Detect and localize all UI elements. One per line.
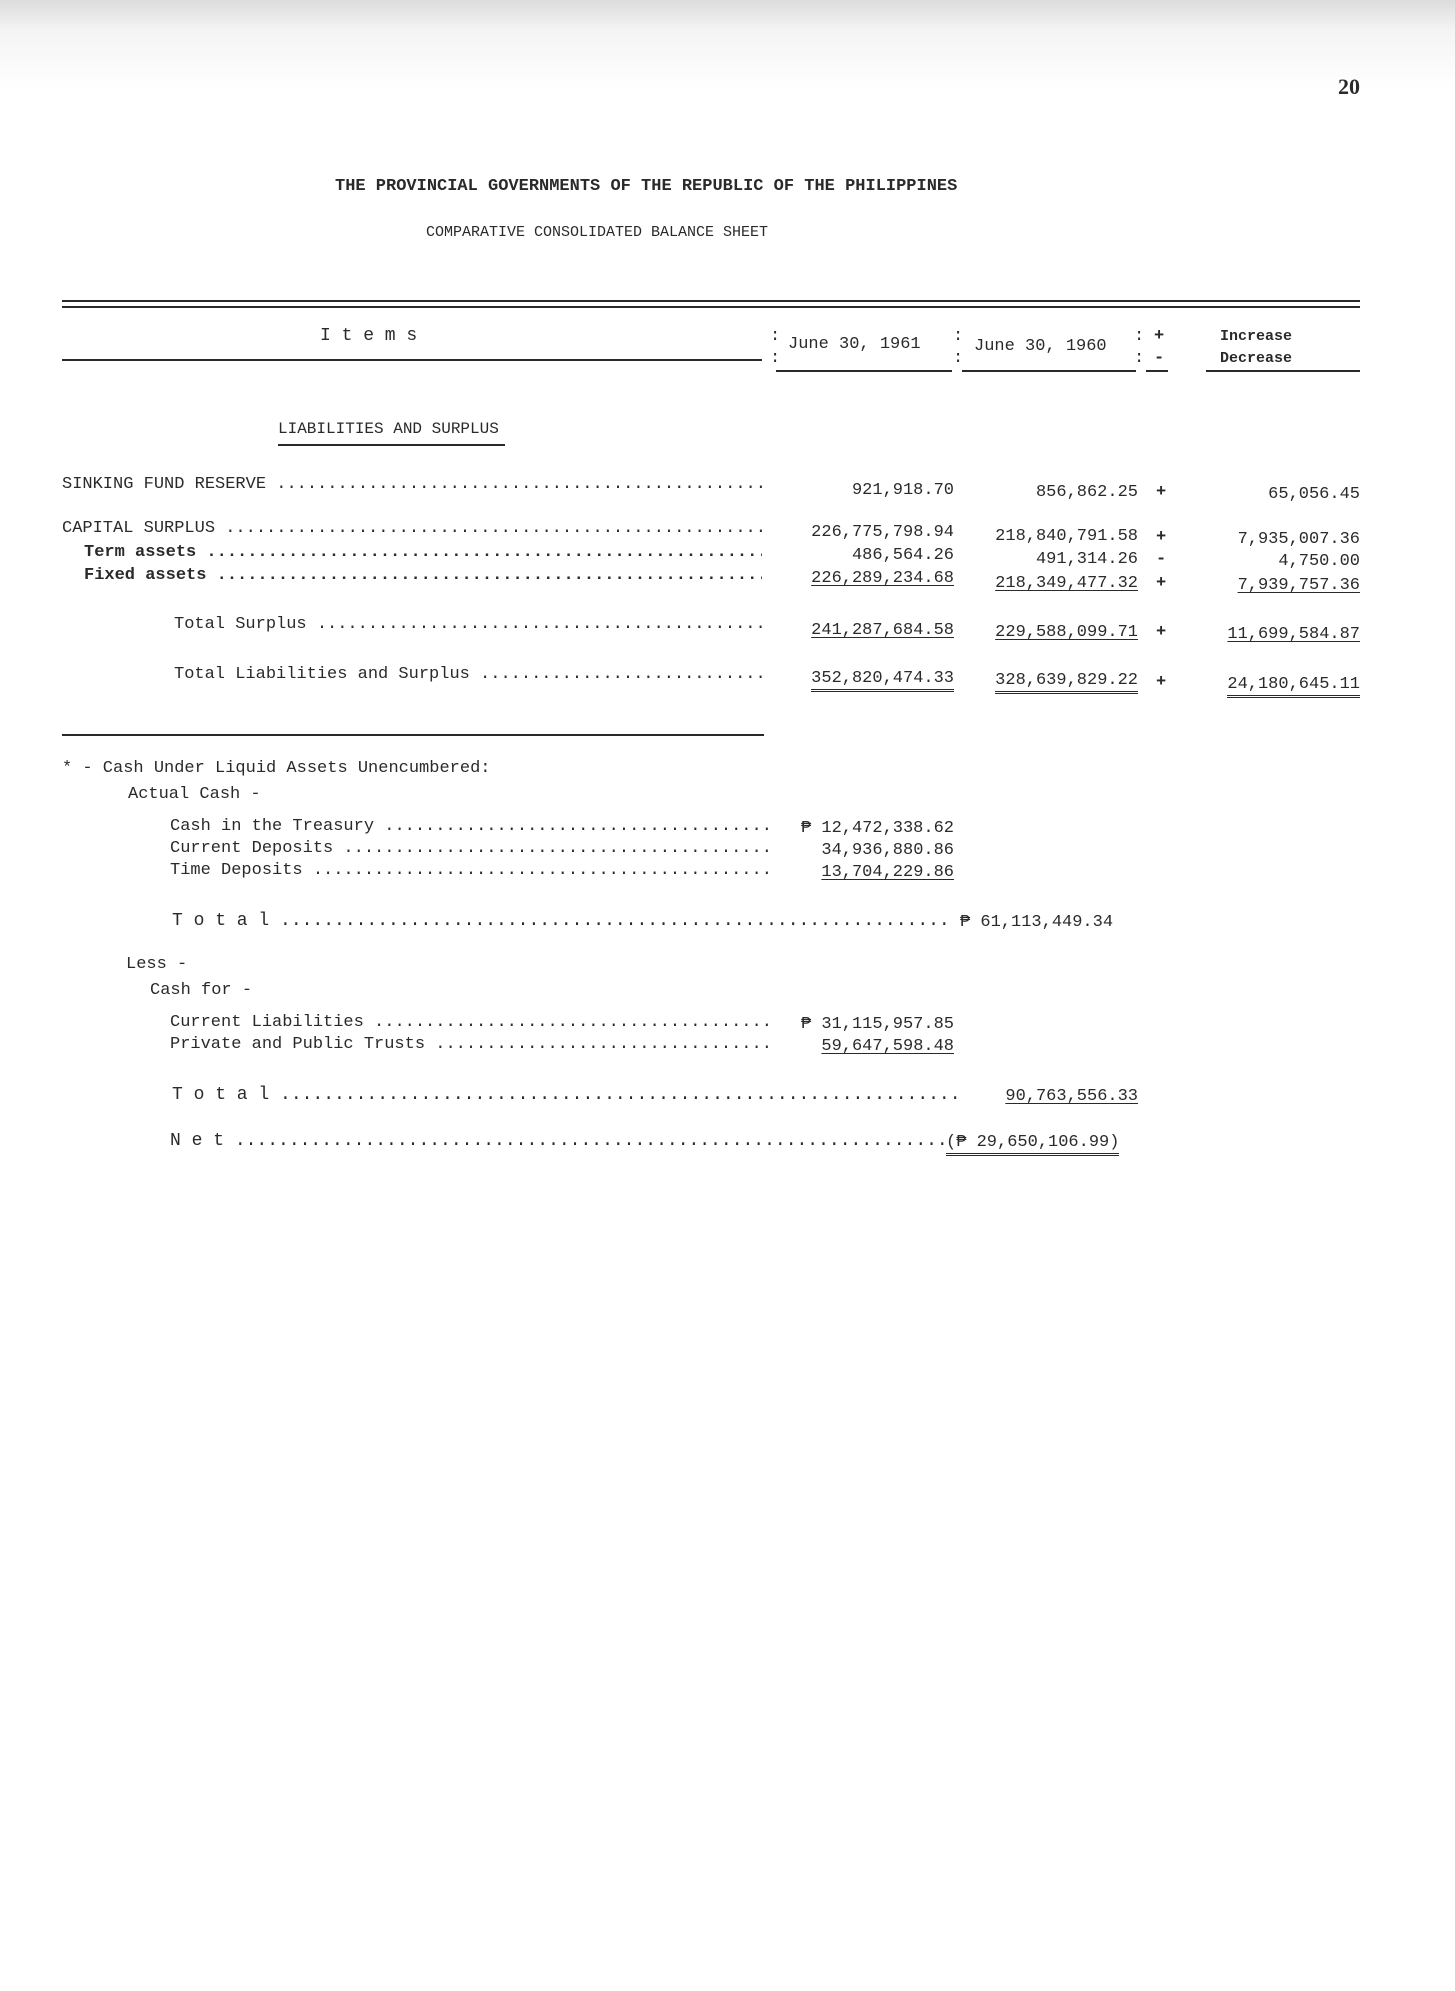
sign-fixed: + (1156, 574, 1167, 593)
header-minus-sign: - (1154, 349, 1165, 368)
sign-capital: + (1156, 528, 1167, 547)
header-rule-bottom-sign (1146, 370, 1168, 372)
value-capital-diff: 7,935,007.36 (1237, 530, 1360, 549)
value-capital-1960: 218,840,791.58 (995, 527, 1138, 546)
value-sinking-1961: 921,918.70 (851, 481, 954, 500)
header-separator-2: : : (953, 327, 964, 368)
page-number: 20 (1338, 74, 1360, 99)
value-total-surplus-diff: 11,699,584.87 (1227, 625, 1360, 644)
value-sinking-diff: 65,056.45 (1268, 485, 1360, 504)
section-title: LIABILITIES AND SURPLUS (278, 418, 505, 446)
header-june-1961: June 30, 1961 (788, 335, 921, 354)
row-label-total-surplus: Total Surplus ..... (174, 614, 762, 636)
sign-total-liabilities: + (1156, 673, 1167, 692)
footnote-separator (62, 734, 764, 736)
footnote-label-net: N e t ..... (170, 1130, 948, 1152)
header-june-1960: June 30, 1960 (974, 337, 1107, 356)
value-total-surplus-1961: 241,287,684.58 (811, 621, 954, 640)
header-rule-bottom-diff (1206, 370, 1360, 372)
value-total-liabilities-1961: 352,820,474.33 (811, 669, 954, 692)
footnote-label-current-deposits: Current Deposits ..... (170, 838, 770, 860)
footnote-label-current-liabilities: Current Liabilities ..... (170, 1012, 770, 1034)
footnote-heading: * - Cash Under Liquid Assets Unencumbered: (62, 759, 491, 778)
value-term-1960: 491,314.26 (1035, 550, 1138, 569)
header-separator-1: : : (770, 327, 781, 368)
row-label-total-liabilities: Total Liabilities and Surplus ..... (174, 664, 762, 686)
footnote-value-time-deposits: 13,704,229.86 (821, 863, 954, 882)
value-total-liabilities-diff: 24,180,645.11 (1227, 675, 1360, 698)
header-increase: Increase (1220, 328, 1293, 345)
footnote-value-trusts: 59,647,598.48 (821, 1037, 954, 1056)
row-label-fixed-assets: Fixed assets ..... (84, 565, 762, 587)
header-decrease: Decrease (1220, 350, 1293, 367)
value-term-diff: 4,750.00 (1278, 552, 1360, 571)
header-rule-top-1 (62, 300, 1360, 302)
footnote-actual-cash: Actual Cash - (128, 785, 261, 804)
value-fixed-1961: 226,289,234.68 (811, 569, 954, 588)
footnote-label-total-2: T o t a l ..... (172, 1084, 962, 1106)
document-subtitle: COMPARATIVE CONSOLIDATED BALANCE SHEET (426, 224, 769, 241)
value-term-1961: 486,564.26 (851, 546, 954, 565)
footnote-value-net: (₱ 29,650,106.99) (946, 1133, 1119, 1156)
footnote-value-treasury: ₱ 12,472,338.62 (800, 819, 954, 838)
footnote-label-total-1: T o t a l ..... (172, 910, 954, 932)
footnote-value-current-deposits: 34,936,880.86 (821, 841, 954, 860)
header-plus-sign: + (1154, 327, 1165, 346)
header-rule-bottom-col1 (776, 370, 952, 372)
value-total-liabilities-1960: 328,639,829.22 (995, 671, 1138, 694)
header-rule-top-2 (62, 306, 1360, 308)
row-label-sinking-fund: SINKING FUND RESERVE ..... (62, 474, 762, 496)
header-rule-bottom-items (62, 359, 762, 361)
footnote-label-time-deposits: Time Deposits ..... (170, 860, 770, 882)
sign-total-surplus: + (1156, 623, 1167, 642)
footnote-value-total-1: ₱ 61,113,449.34 (960, 913, 1114, 932)
value-fixed-1960: 218,349,477.32 (995, 574, 1138, 593)
footnote-label-treasury: Cash in the Treasury ..... (170, 816, 770, 838)
footnote-cash-for: Cash for - (150, 981, 253, 1000)
value-capital-1961: 226,775,798.94 (811, 523, 954, 542)
value-fixed-diff: 7,939,757.36 (1237, 576, 1360, 595)
header-items: I t e m s (320, 326, 418, 346)
sign-sinking: + (1156, 483, 1167, 502)
value-sinking-1960: 856,862.25 (1035, 483, 1138, 502)
document-title: THE PROVINCIAL GOVERNMENTS OF THE REPUBLIC OF THE PHILIPPINES (335, 177, 958, 196)
header-rule-bottom-col2 (962, 370, 1136, 372)
footnote-less: Less - (126, 955, 188, 974)
row-label-term-assets: Term assets ..... (84, 542, 762, 564)
row-label-capital-surplus: CAPITAL SURPLUS ..... (62, 518, 762, 540)
footnote-value-current-liabilities: ₱ 31,115,957.85 (800, 1015, 954, 1034)
footnote-value-total-2: 90,763,556.33 (1005, 1087, 1138, 1106)
footnote-label-trusts: Private and Public Trusts ..... (170, 1034, 770, 1056)
sign-term: - (1156, 550, 1167, 569)
header-separator-3: : : (1134, 327, 1145, 368)
value-total-surplus-1960: 229,588,099.71 (995, 623, 1138, 642)
